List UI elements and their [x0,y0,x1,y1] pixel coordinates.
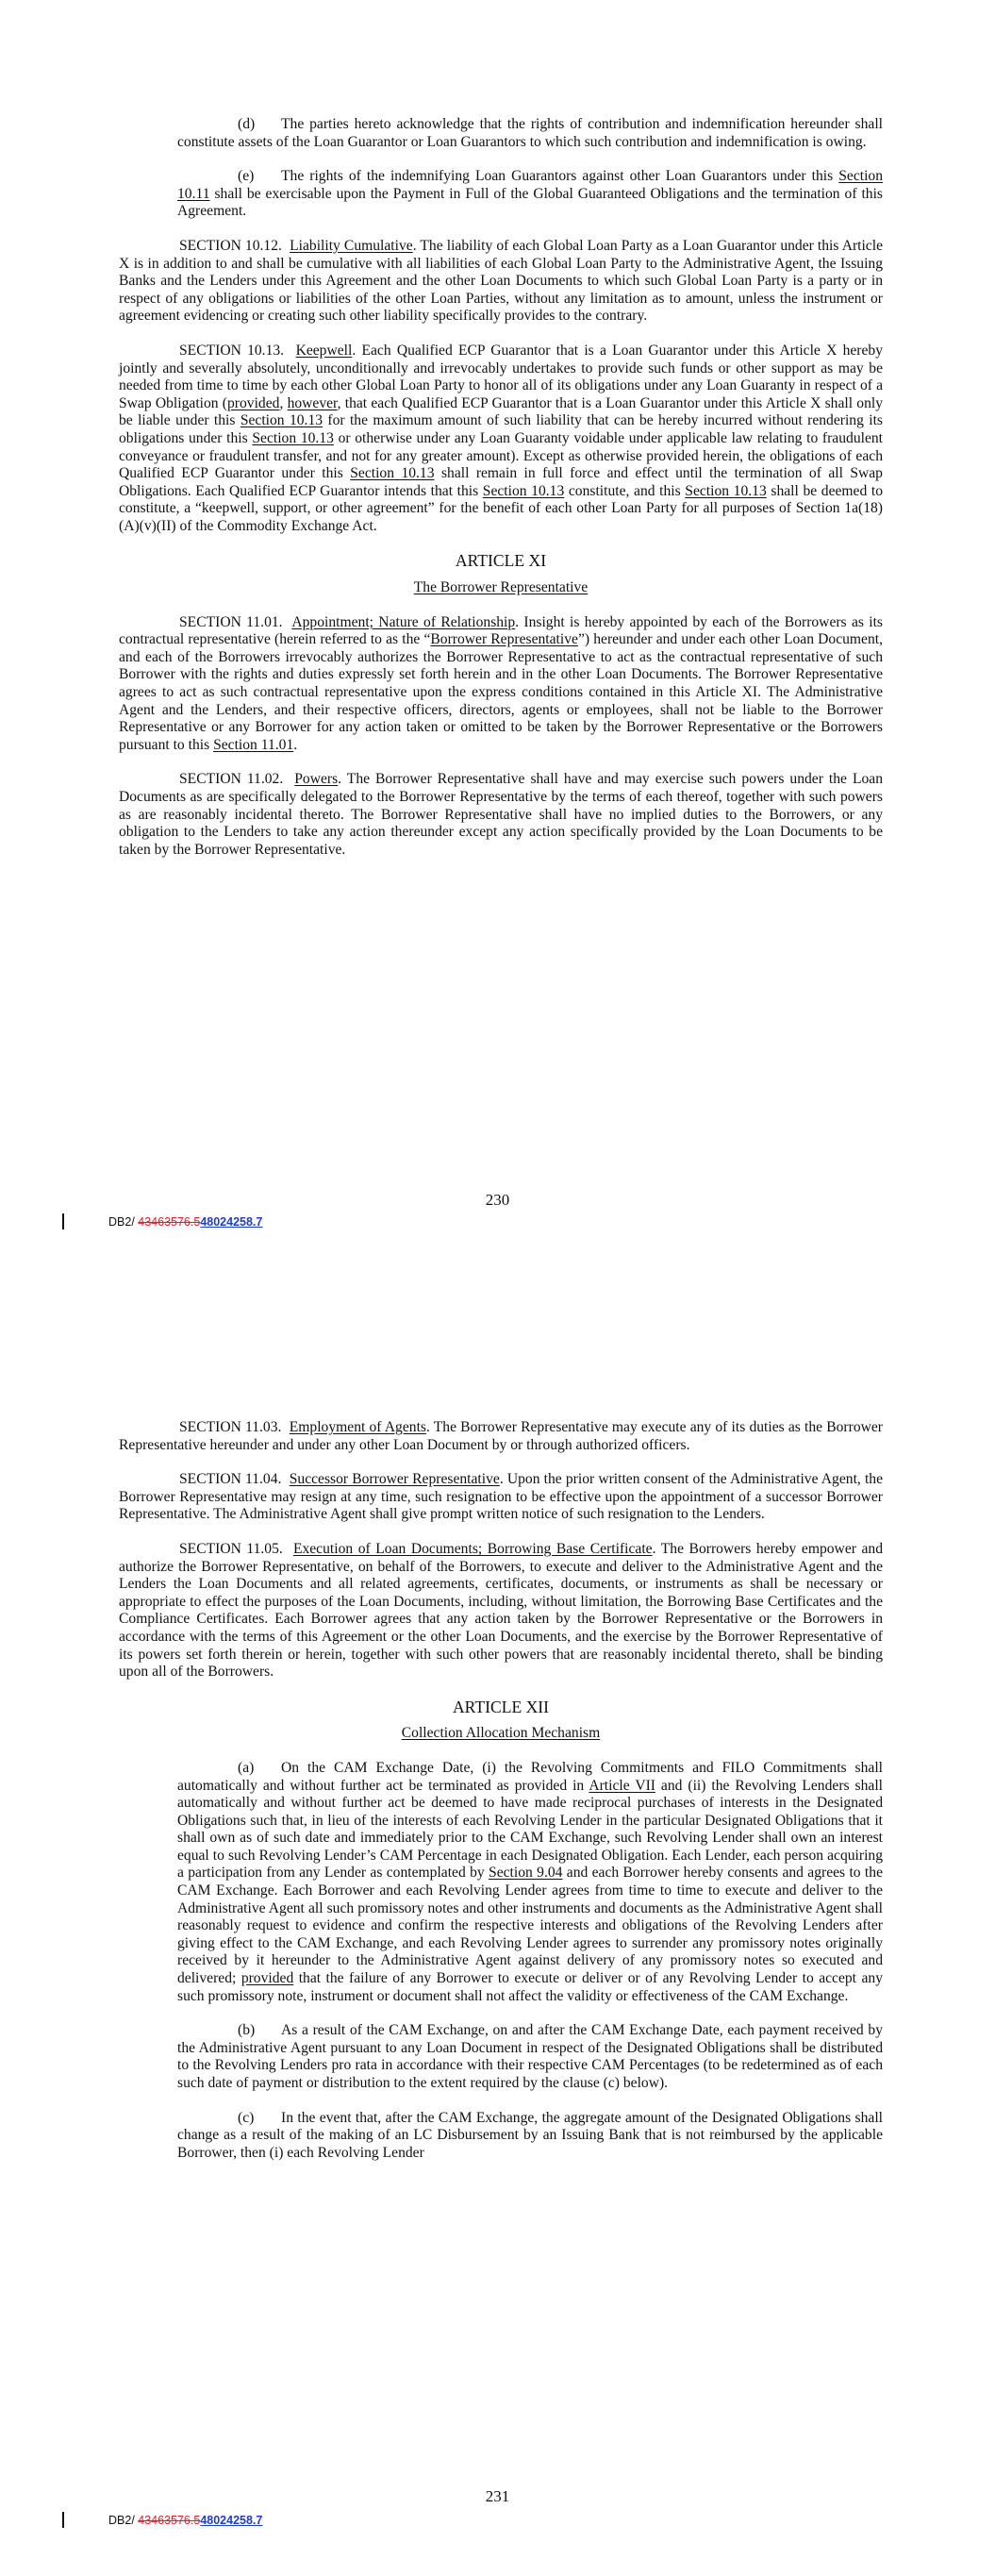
inserted-document-id: 48024258.7 [200,2514,263,2527]
section-title: Employment of Agents [289,1419,426,1435]
cross-reference: Section 9.04 [489,1865,563,1882]
cross-reference: Section 11.01 [213,736,294,753]
section-number: SECTION 11.05. [179,1540,283,1557]
section-number: SECTION 11.04. [179,1471,282,1488]
section-11-03: SECTION 11.03. Employment of Agents. The Borrower Representative may execute any of its duties as the Borrower Representative hereunder and under any other Loan Document by or through authorized officers. [119,1419,883,1453]
section-title: Execution of Loan Documents; Borrowing Base Certificate [292,1540,653,1557]
article-subheading: The Borrower Representative [413,579,589,596]
paragraph-marker: (d) [238,116,256,132]
cross-reference: Section 10.13 [482,482,565,499]
section-10-12: SECTION 10.12. Liability Cumulative. The liability of each Global Loan Party as a Loan Guarantor under this Article X is in addition to and shall be cumulative with all liabilities of each Global Loan Party to the Administrative Agent, the Issuing Banks and the Lenders under this Agreement and the other Loan Documents to which such Global Loan Party is a party or in respect of any obligations or liabilities of the other Loan Parties, without any limitation as to amount, unless the instrument or agreement evidencing or creating such other liability specifically provides to the contrary. [119,237,883,325]
section-number: SECTION 11.02. [179,771,284,788]
paragraph-marker: (e) [238,168,255,185]
paragraph-e: (e) The rights of the indemnifying Loan Guarantors against other Loan Guarantors under this Section 10.11 shall be exercisable upon the Payment in Full of the Global Guaranteed Obligations and the termination of this Agreement. [177,168,883,220]
paragraph-c: (c) In the event that, after the CAM Exchange, the aggregate amount of the Designated Obligations shall change as a result of the making of an LC Disbursement by an Issuing Bank that is not reimbursed by the applicable Borrower, then (i) each Revolving Lender [177,2109,883,2161]
article-subheading: Collection Allocation Mechanism [401,1725,601,1742]
deleted-document-id: 43463576.5 [138,1215,201,1229]
page-231-body [119,1419,883,2179]
cross-reference: Section 10.11 [177,168,883,202]
document-id: DB2/ 43463576.548024258.7 [108,1215,263,1229]
however-term: however [287,394,338,411]
section-11-02: SECTION 11.02. Powers. The Borrower Representative shall have and may exercise such powers under the Loan Documents as are specifically delegated to the Borrower Representative by the terms of each thereof, together with such powers as are reasonably incidental thereto. The Borrower Representative shall have no implied duties to the Borrowers, or any obligation to the Lenders to take any action thereunder except any action specifically provided by the Loan Documents to be taken by the Borrower Representative. [119,771,883,858]
section-11-01: SECTION 11.01. Appointment; Nature of Relationship. Insight is hereby appointed by each of the Borrowers as its contractual representative (herein referred to as the “Borrower Representative”) hereunder and under each other Loan Document, and each of the Borrowers irrevocably authorizes the Borrower Representative to act as the contractual representative of such Borrower with the rights and duties expressly set forth herein and in the other Loan Documents. The Borrower Representative agrees to act as such contractual representative upon the express conditions contained in this Article XI. The Administrative Agent and the Lenders, and their respective officers, directors, agents or employees, shall not be liable to the Borrower Representative or any Borrower for any action taken or omitted to be taken by the Borrower Representative or the Borrowers pursuant to this Section 11.01. [119,613,883,753]
paragraph-marker: (b) [238,2022,256,2039]
section-number: SECTION 10.12. [179,237,282,254]
cross-reference: Section 10.13 [252,429,334,446]
section-number: SECTION 10.13. [179,342,285,359]
provided-term: provided [227,394,280,411]
section-title: Appointment; Nature of Relationship [291,613,516,630]
article-heading: ARTICLE XI [455,551,547,571]
section-title: Powers [294,771,339,788]
page-230-body [119,116,883,876]
cross-reference: Article VII [589,1777,655,1794]
document-id: DB2/ 43463576.548024258.7 [108,2514,263,2527]
paragraph-marker: (a) [238,1759,255,1776]
section-10-13: SECTION 10.13. Keepwell. Each Qualified ECP Guarantor that is a Loan Guarantor under this Article X hereby jointly and severally absolutely, unconditionally and irrevocably undertakes to provide such funds or other support as may be needed from time to time by each other Global Loan Party to honor all of its obligations under any Loan Guaranty in respect of a Swap Obligation (provided, however, that each Qualified ECP Guarantor that is a Loan Guarantor under this Article X shall only be liable under this Section 10.13 for the maximum amount of such liability that can be hereby incurred without rendering its obligations under this Section 10.13 or otherwise under any Loan Guaranty voidable under applicable law relating to fraudulent conveyance or fraudulent transfer, and not for any greater amount). Except as otherwise provided herein, the obligations of each Qualified ECP Guarantor under this Section 10.13 shall remain in full force and effect until the termination of all Swap Obligations. Each Qualified ECP Guarantor intends that this Section 10.13 constitute, and this Section 10.13 shall be deemed to constitute, a “keepwell, support, or other agreement” for the benefit of each other Loan Party for all purposes of Section 1a(18)(A)(v)(II) of the Commodity Exchange Act. [119,342,884,534]
deleted-document-id: 43463576.5 [138,2514,201,2527]
section-number: SECTION 11.01. [179,613,283,630]
cross-reference: Section 10.13 [685,482,767,499]
section-title: Successor Borrower Representative [289,1471,500,1488]
provided-term: provided [240,1970,294,1987]
section-title: Keepwell [295,342,353,359]
inserted-document-id: 48024258.7 [200,1215,263,1229]
change-bar [62,2512,64,2528]
page-number: 231 [485,2487,510,2505]
article-heading: ARTICLE XII [452,1697,550,1716]
page-number: 230 [485,1191,510,1209]
paragraph-a: (a) On the CAM Exchange Date, (i) the Revolving Commitments and FILO Commitments shall automatically and without further act be terminated as provided in Article VII and (ii) the Revolving Lenders shall automatically and without further act be deemed to have made reciprocal purchases of interests in the Designated Obligations such that, in lieu of the interests of each Revolving Lender in the particular Designated Obligations that it shall own as of such date and immediately prior to the CAM Exchange, such Revolving Lender shall own an interest equal to such Revolving Lender’s CAM Percentage in each Designated Obligation. Each Lender, each person acquiring a participation from any Lender as contemplated by Section 9.04 and each Borrower hereby consents and agrees to the CAM Exchange. Each Borrower and each Revolving Lender agrees from time to time to execute and deliver to the Administrative Agent all such promissory notes and other instruments and documents as the Administrative Agent shall reasonably request to evidence and confirm the respective interests and obligations of the Revolving Lenders after giving effect to the CAM Exchange, and each Revolving Lender agrees to surrender any promissory notes originally received by it hereunder to the Administrative Agent against delivery of any promissory notes so executed and delivered; provided that the failure of any Borrower to execute or deliver or of any Revolving Lender to accept any such promissory note, instrument or document shall not affect the validity or effectiveness of the CAM Exchange. [177,1759,884,2004]
paragraph-marker: (c) [238,2109,255,2126]
section-11-04: SECTION 11.04. Successor Borrower Representative. Upon the prior written consent of the Administrative Agent, the Borrower Representative may resign at any time, such resignation to be effective upon the appointment of a successor Borrower Representative. The Administrative Agent shall give prompt written notice of such resignation to the Lenders. [119,1471,883,1523]
change-bar [62,1213,64,1229]
page-231 [0,1359,995,2576]
cross-reference: Section 10.13 [350,465,435,482]
defined-term: Borrower Representative [430,631,578,648]
section-11-05: SECTION 11.05. Execution of Loan Documents; Borrowing Base Certificate. The Borrowers hereby empower and authorize the Borrower Representative, on behalf of the Borrowers, to execute and deliver to the Administrative Agent and the Lenders the Loan Documents and all related agreements, certificates, documents, or instruments as shall be necessary or appropriate to effect the purposes of the Loan Documents, including, without limitation, the Borrowing Base Certificates and the Compliance Certificates. Each Borrower agrees that any action taken by the Borrower Representative or the Borrowers in accordance with the terms of this Agreement or the other Loan Documents, and the exercise by the Borrower Representative of its powers set forth therein or herein, together with such other powers that are reasonably incidental thereto, shall be binding upon all of the Borrowers. [119,1540,884,1681]
paragraph-d: (d) The parties hereto acknowledge that the rights of contribution and indemnification hereunder shall constitute assets of the Loan Guarantor or Loan Guarantors to which such contribution and indemnification is owing. [177,116,883,150]
paragraph-b: (b) As a result of the CAM Exchange, on and after the CAM Exchange Date, each payment received by the Administrative Agent pursuant to any Loan Document in respect of the Designated Obligations shall be distributed to the Revolving Lenders pro rata in accordance with their respective CAM Percentages (to be redetermined as of each such date of payment or distribution to the extent required by the clause (c) below). [177,2022,883,2091]
cross-reference: Section 10.13 [240,412,323,429]
section-number: SECTION 11.03. [179,1419,282,1435]
section-title: Liability Cumulative [290,237,413,254]
